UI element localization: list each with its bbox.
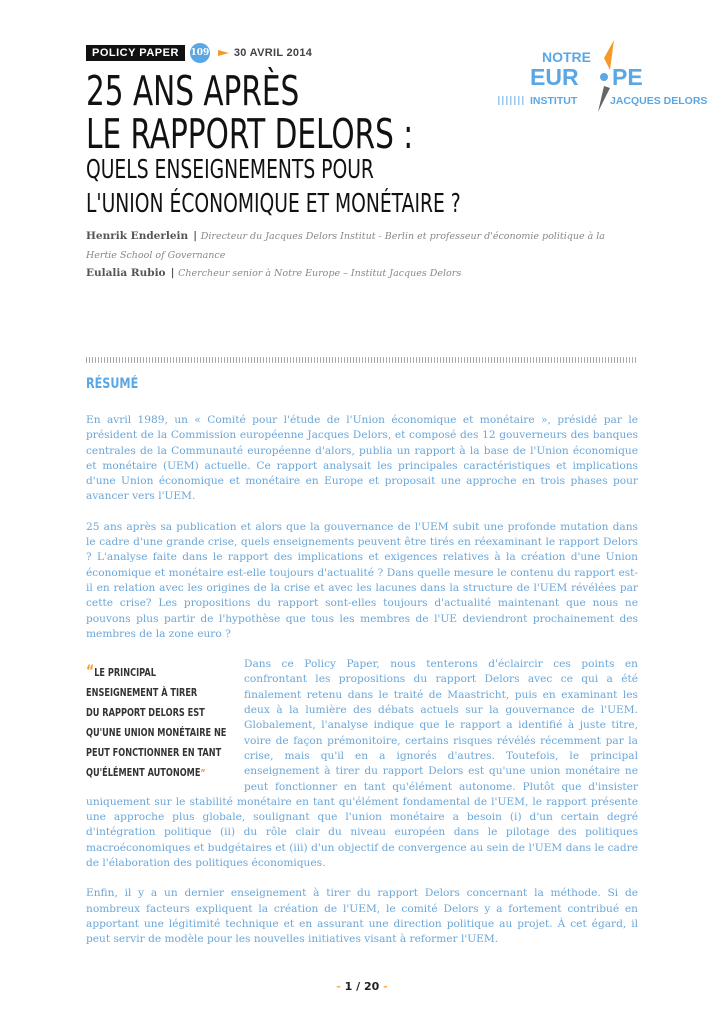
author-name: Eulalia Rubio [86, 267, 166, 279]
pull-quote-line: QU'UNE UNION MONÉTAIRE NE [86, 727, 227, 740]
title-line-1: 25 ANS APRÈS [86, 67, 300, 115]
author-2: Eulalia Rubio | Chercheur senior à Notre Europe – Institut Jacques Delors [86, 267, 462, 279]
summary-body [86, 413, 638, 963]
subtitle-line-2: L'UNION ÉCONOMIQUE ET MONÉTAIRE ? [86, 189, 461, 219]
pull-quote-line: ENSEIGNEMENT À TIRER [86, 687, 198, 700]
notre-europe-logo [492, 36, 708, 116]
header-bar [86, 44, 312, 62]
quote-mark-icon: ” [200, 768, 206, 780]
issue-number-badge: 109 [190, 43, 210, 63]
summary-paragraph: 25 ans après sa publication et alors que la gouvernance de l'UEM subit une profonde mutation dans le cadre d'une grande crise, quels enseignements peuvent être tirés en réexaminant le rapport Delors ? L'analyse faite dans le rapport des implications et exigences relatives à la création d'une Union économique et monétaire est-elle toujours d'actualité ? Dans quelle mesure le contenu du rapport est-il en relation avec les origines de la crise et avec les lacunes dans la structure de l'UEM révélées par cette crise? Les propositions du rapport sont-elles toujours d'actualité maintenant que nous ne pouvons plus partir de l'hypothèse que tous les membres de l'UE deviendront prochainement des membres de la zone euro ? [86, 520, 638, 640]
summary-paragraph: En avril 1989, un « Comité pour l'étude de l'Union économique et monétaire », présidé par le président de la Commission européenne Jacques Delors, et composé des 12 gouverneurs des banques centrales de la Communauté européenne d'alors, publia un rapport à la base de l'Union économique et monétaire (UEM) actuelle. Ce rapport analysait les principales caractéristiques et implications d'une Union économique et monétaire en Europe et proposait une approche en trois phases pour avancer vers l'UEM. [86, 414, 638, 503]
divider [86, 357, 638, 363]
pull-quote [86, 661, 236, 789]
series-label: POLICY PAPER [86, 45, 185, 61]
author-name: Henrik Enderlein [86, 230, 189, 242]
title-line-2: LE RAPPORT DELORS : [86, 110, 414, 158]
summary-paragraph: Dans ce Policy Paper, nous tenterons d'éclaircir ces points en confrontant les propositions du rapport Delors avec ce qui a été finalement retenu dans le traité de Maastricht, puis en examinant les deux à la lumière des débats actuels sur la gouvernance de l'UEM. Globalement, l'analyse indique que le rapport a identifié à juste titre, voire de façon prémonitoire, certains risques révélés récemment par la crise, mais qu'il en a ignorés d'autres. Toutefois, le principal enseignement à tirer du rapport Delors est qu'une union monétaire ne peut fonctionner en tant qu'élément autonome. Plutôt que d'insister uniquement sur le stabilité monétaire en tant qu'élément fondamental de l'UEM, le rapport présente une approche plus globale, soulignant que l'union monétaire a besoin (i) d'un certain degré d'intégration politique (ii) du rôle clair du niveau européen dans le pilotage des politiques macroéconomiques et budgétaires et (iii) d'un objectif de convergence au sein de l'UEM dans le cadre de l'élaboration des politiques économiques. [86, 658, 638, 870]
arrow-icon [218, 50, 229, 56]
pull-quote-line: QU'ÉLÉMENT AUTONOME [86, 767, 201, 780]
page-number: - 1 / 20 - [336, 980, 388, 993]
summary-heading: RÉSUMÉ [86, 376, 139, 392]
pull-quote-line: PEUT FONCTIONNER EN TANT [86, 747, 222, 760]
subtitle-line-1: QUELS ENSEIGNEMENTS POUR [86, 155, 374, 185]
summary-paragraph: Enfin, il y a un dernier enseignement à tirer du rapport Delors concernant la méthode. Si de nombreux facteurs expliquent la création de l'UEM, le comité Delors y a fortement contribué en apportant une légitimité technique et en assurant une direction politique au projet. À cet égard, il peut servir de modèle pour les nouvelles initiatives visant à reformer l'UEM. [86, 887, 638, 946]
quote-mark-icon: “ [86, 661, 95, 681]
logo-text: PE [612, 64, 643, 90]
page-number-text: 1 / 20 [344, 980, 380, 993]
author-1: Henrik Enderlein | Directeur du Jacques Delors Institut - Berlin et professeur d'économie politique à la Hertie School of Governance [86, 230, 605, 261]
logo-text: INSTITUT [530, 95, 578, 107]
pull-quote-line: LE PRINCIPAL [94, 667, 156, 680]
author-role: Directeur du Jacques Delors Institut - Berlin et professeur d'économie politique à la Hertie School of Governance [86, 231, 605, 261]
pull-quote-line: DU RAPPORT DELORS EST [86, 707, 205, 720]
logo-text: JACQUES DELORS [610, 95, 708, 107]
author-role: Chercheur senior à Notre Europe – Institut Jacques Delors [178, 268, 462, 279]
logo-text: EUR [530, 64, 579, 90]
publication-date: 30 AVRIL 2014 [233, 47, 313, 59]
logo-text: NOTRE [542, 49, 591, 65]
